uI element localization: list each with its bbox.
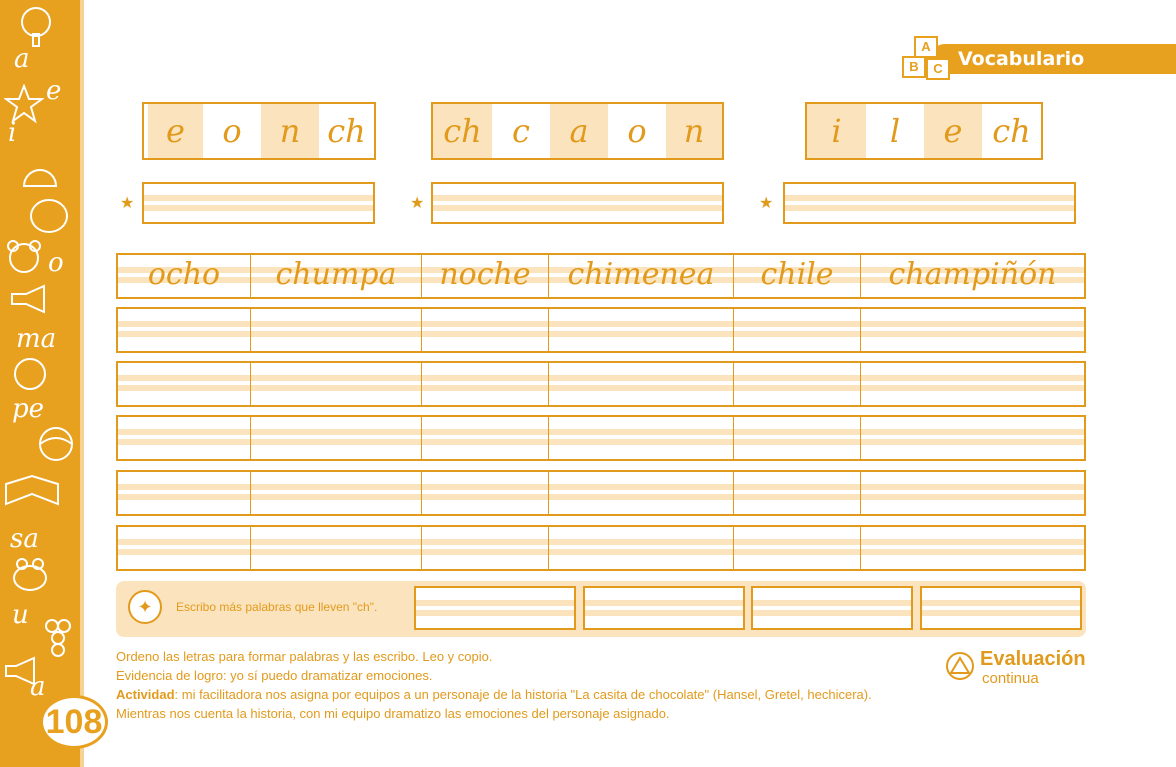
letter-tile: c — [512, 112, 530, 150]
side-letter: o — [48, 248, 64, 278]
word-cell: champiñón — [888, 257, 1057, 292]
side-letter: u — [12, 600, 29, 630]
star-icon: ★ — [759, 195, 774, 212]
book-icon — [2, 474, 62, 514]
more-words-label: Escribo más palabras que lleven "ch". — [176, 600, 378, 614]
word-cell: chile — [734, 255, 861, 297]
letter-group-3 — [805, 102, 1043, 160]
copy-row[interactable] — [116, 307, 1086, 353]
copy-row[interactable] — [116, 525, 1086, 571]
copy-row[interactable] — [116, 415, 1086, 461]
triangle-circle-icon — [946, 652, 974, 680]
bear-icon — [4, 236, 44, 276]
answer-line-1[interactable] — [142, 182, 375, 224]
letter-tile: i — [807, 104, 866, 158]
tree-icon — [6, 4, 66, 48]
side-letter: i — [8, 118, 17, 148]
word-header-row — [116, 253, 1086, 299]
copy-row[interactable] — [116, 361, 1086, 407]
side-letter: a — [14, 44, 30, 74]
word-cell: ocho — [118, 255, 251, 297]
answer-line-2[interactable] — [431, 182, 724, 224]
evaluation-title: Evaluación — [980, 648, 1086, 670]
star-icon — [4, 84, 44, 124]
instruction-line: Evidencia de logro: yo sí puedo dramatizar emociones. — [116, 668, 433, 683]
side-stripe — [80, 0, 84, 767]
letter-tile: ch — [433, 104, 492, 158]
letter-tile: o — [222, 112, 242, 150]
letter-tile: a — [550, 104, 608, 158]
word-cell: chumpa — [251, 255, 422, 297]
abc-blocks-icon — [902, 36, 952, 80]
letter-tile: ch — [327, 112, 366, 150]
block-b: B — [902, 56, 926, 78]
block-a: A — [914, 36, 938, 58]
letter-group-2 — [431, 102, 724, 160]
letter-tile: o — [627, 112, 647, 150]
side-letter: a — [30, 672, 46, 702]
activity-label: Actividad — [116, 687, 175, 702]
extra-word-field[interactable] — [751, 586, 913, 630]
section-title: Vocabulario — [958, 48, 1085, 70]
evaluation-subtitle: continua — [982, 670, 1039, 687]
side-letter: pe — [12, 394, 45, 424]
activity-text: : mi facilitadora nos asigna por equipos a un personaje de la historia "La casita de chocolate" (Hansel, Gretel, hechicera). — [174, 687, 872, 702]
word-cell: chimenea — [549, 255, 734, 297]
star-icon: ★ — [410, 195, 425, 212]
apple-icon — [10, 352, 50, 392]
letter-tile: e — [148, 104, 203, 158]
page-number: 108 — [40, 695, 108, 749]
igloo-icon — [20, 150, 60, 190]
side-letter: e — [46, 76, 62, 106]
grapes-icon — [40, 612, 76, 662]
letter-group-1 — [142, 102, 376, 160]
megaphone-icon — [8, 284, 54, 314]
extra-word-field[interactable] — [414, 586, 576, 630]
ball-icon — [36, 424, 76, 464]
instruction-line: Mientras nos cuenta la historia, con mi equipo dramatizo las emociones del personaje asignado. — [116, 706, 670, 721]
letter-tile: ch — [992, 112, 1031, 150]
side-decoration — [0, 0, 84, 767]
block-c: C — [926, 58, 950, 80]
letter-tile: n — [261, 104, 319, 158]
instruction-line: Ordeno las letras para formar palabras y las escribo. Leo y copio. — [116, 649, 493, 664]
lightbulb-icon: ✦ — [128, 590, 162, 624]
extra-word-field[interactable] — [583, 586, 745, 630]
word-cell: noche — [422, 255, 549, 297]
side-letter: ma — [16, 324, 57, 354]
letter-tile: n — [666, 104, 722, 158]
extra-word-field[interactable] — [920, 586, 1082, 630]
star-icon: ★ — [120, 195, 135, 212]
megaphone-icon — [2, 656, 42, 686]
side-letter: sa — [10, 524, 39, 554]
letter-tile: e — [924, 104, 982, 158]
instruction-line — [116, 687, 872, 702]
letter-tile: l — [889, 112, 901, 150]
copy-row[interactable] — [116, 470, 1086, 516]
frog-icon — [8, 552, 52, 596]
answer-line-3[interactable] — [783, 182, 1076, 224]
